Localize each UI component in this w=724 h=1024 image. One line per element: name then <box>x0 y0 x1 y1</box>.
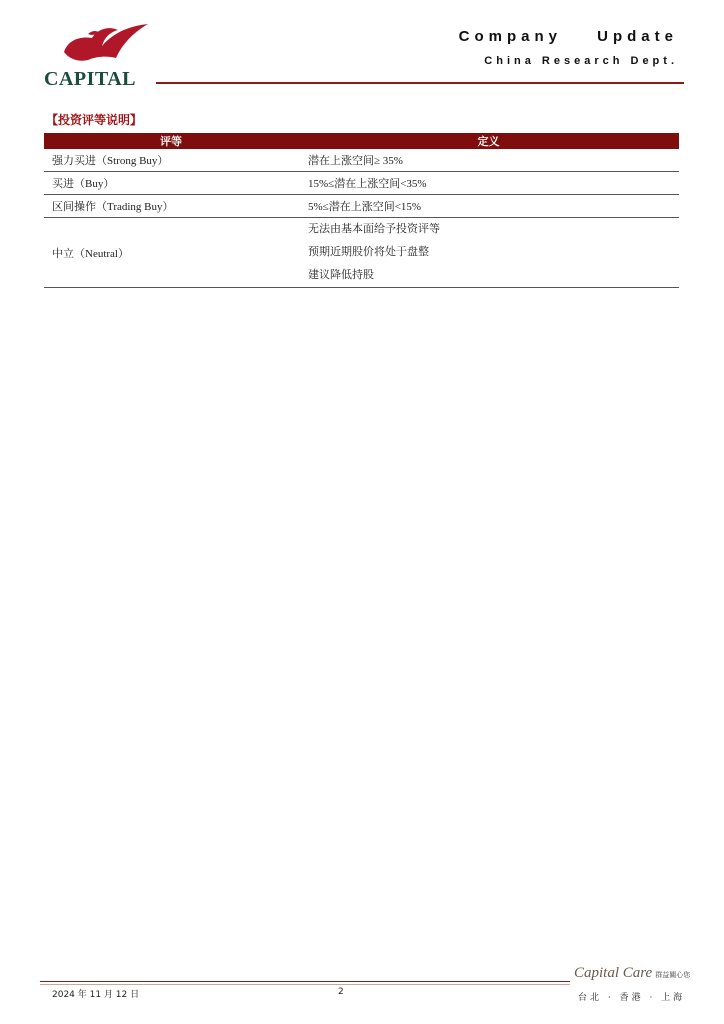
definition-cell <box>298 218 679 288</box>
logo-text: CAPITAL <box>44 68 137 90</box>
footer-divider-secondary <box>40 984 570 985</box>
definition-cell: 5%≤潜在上涨空间<15% <box>298 195 679 218</box>
rating-cell: 区间操作（Trading Buy） <box>44 195 298 218</box>
definition-cell: 潜在上涨空间≥ 35% <box>298 149 679 172</box>
definition-line: 预期近期股价将处于盘整 <box>308 246 429 258</box>
footer-brand <box>574 962 694 1012</box>
office-cities: 台北 · 香港 · 上海 <box>578 993 686 1003</box>
table-row <box>44 149 679 172</box>
definition-line: 无法由基本面给予投资评等 <box>308 223 440 235</box>
table-row <box>44 218 679 288</box>
report-type-title: Company Update <box>458 28 678 45</box>
eagle-logo-icon <box>58 22 150 66</box>
rating-definitions-table <box>44 133 679 288</box>
page-number: 2 <box>338 987 344 997</box>
report-header <box>459 28 678 67</box>
table-header-row <box>44 133 679 149</box>
definition-cell: 15%≤潜在上涨空间<35% <box>298 172 679 195</box>
report-date: 2024 年 11 月 12 日 <box>52 990 140 1000</box>
brand-script-logo: Capital Care <box>574 965 653 981</box>
table-row <box>44 195 679 218</box>
table-row <box>44 172 679 195</box>
header-divider <box>156 82 684 84</box>
column-header-rating: 评等 <box>44 133 298 149</box>
rating-cell: 买进（Buy） <box>44 172 298 195</box>
section-title: 【投资评等说明】 <box>46 113 143 127</box>
column-header-definition: 定义 <box>298 133 679 149</box>
capital-logo <box>44 22 156 90</box>
rating-cell: 中立（Neutral） <box>44 218 298 288</box>
footer-divider <box>40 981 570 982</box>
brand-subtitle: 群益關心您 <box>655 971 691 979</box>
department-label: China Research Dept. <box>484 55 678 67</box>
definition-line: 建议降低持股 <box>308 269 374 281</box>
rating-cell: 强力买进（Strong Buy） <box>44 149 298 172</box>
